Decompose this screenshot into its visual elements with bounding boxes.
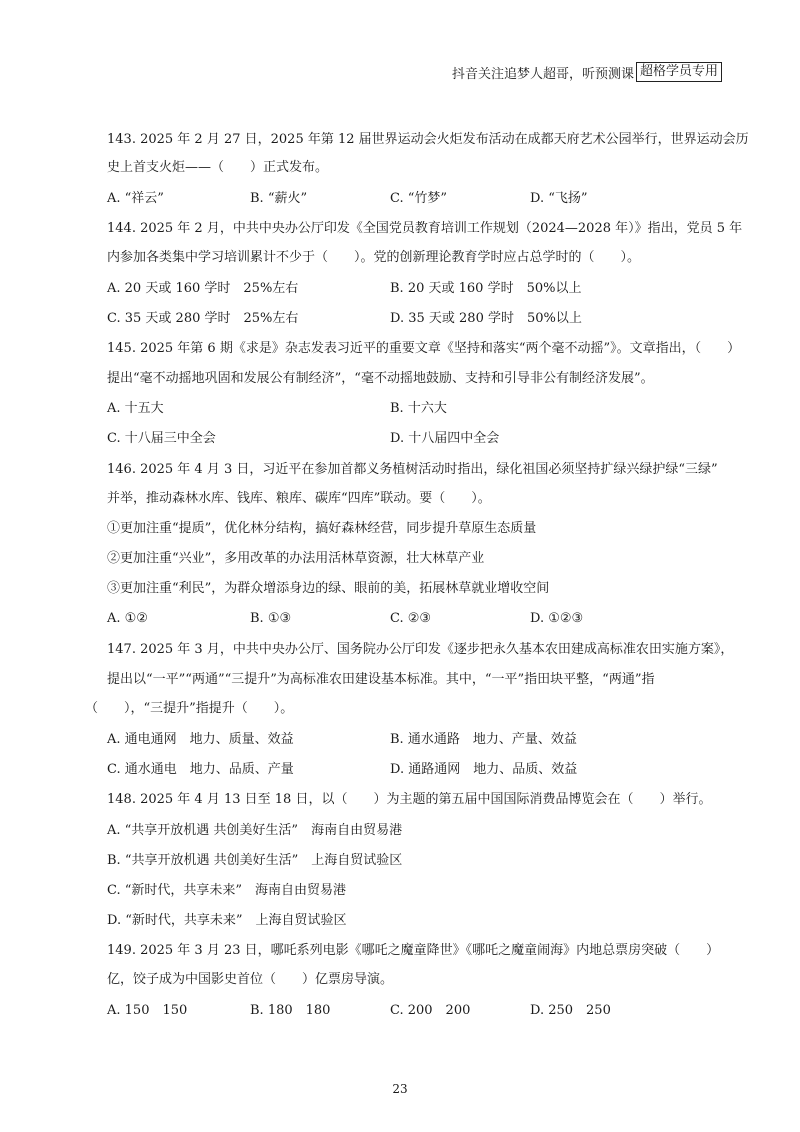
- question-144-line-1: 144. 2025 年 2 月，中共中央办公厅印发《全国党员教育培训工作规划（2024—2028 年）》指出，党员 5 年: [107, 221, 743, 236]
- question-147-line-3: （ ），“三提升”指提升（ ）。: [85, 701, 294, 716]
- option-146-d: D. ①②③: [530, 611, 584, 626]
- question-149-line-2: 亿，饺子成为中国影史首位（ ）亿票房导演。: [107, 972, 394, 987]
- question-143-line-1: 143. 2025 年 2 月 27 日，2025 年第 12 届世界运动会火炬发布活动在成都天府艺术公园举行，世界运动会历: [107, 132, 749, 147]
- option-147-a: A. 通电通网 地力、质量、效益: [107, 732, 294, 747]
- question-146-line-2: 并举，推动森林水库、钱库、粮库、碳库“四库”联动。要（ ）。: [107, 491, 491, 506]
- question-147-line-2: 提出以“一平”“两通”“三提升”为高标准农田建设基本标准。其中，“一平”指田块平整，“两通”指: [107, 672, 655, 687]
- option-147-d: D. 通路通网 地力、品质、效益: [390, 762, 578, 777]
- question-143-line-2: 史上首支火炬——（ ）正式发布。: [107, 160, 329, 175]
- option-145-d: D. 十八届四中全会: [390, 431, 500, 446]
- option-149-b: B. 180 180: [250, 1003, 331, 1018]
- question-147-line-1: 147. 2025 年 3 月，中共中央办公厅、国务院办公厅印发《逐步把永久基本农田建成高标准农田实施方案》，: [107, 642, 734, 657]
- question-146-line-1: 146. 2025 年 4 月 3 日，习近平在参加首都义务植树活动时指出，绿化祖国必须坚持扩绿兴绿护绿“三绿”: [107, 462, 718, 477]
- option-143-c: C. “竹梦”: [390, 191, 448, 206]
- option-147-b: B. 通水通路 地力、产量、效益: [390, 732, 577, 747]
- option-143-d: D. “飞扬”: [530, 191, 588, 206]
- option-144-a: A. 20 天或 160 学时 25%左右: [107, 281, 299, 296]
- option-146-c: C. ②③: [390, 611, 432, 626]
- page-header: [452, 62, 722, 82]
- option-146-b: B. ①③: [250, 611, 292, 626]
- option-147-c: C. 通水通电 地力、品质、产量: [107, 762, 294, 777]
- question-144-line-2: 内参加各类集中学习培训累计不少于（ ）。党的创新理论教育学时应占总学时的（ ）。: [107, 250, 641, 265]
- option-148-b: B. “共享开放机遇 共创美好生活” 上海自贸试验区: [107, 853, 403, 868]
- option-146-a: A. ①②: [107, 611, 148, 626]
- option-143-b: B. “薪火”: [250, 191, 308, 206]
- option-145-a: A. 十五大: [107, 401, 164, 416]
- option-148-c: C. “新时代，共享未来” 海南自由贸易港: [107, 883, 347, 898]
- header-text: 抖音关注追梦人超哥，听预测课: [451, 66, 634, 82]
- option-143-a: A. “祥云”: [107, 191, 164, 206]
- option-144-b: B. 20 天或 160 学时 50%以上: [390, 281, 582, 296]
- question-146-statement-2: ②更加注重“兴业”，多用改革的办法用活林草资源，壮大林草产业: [107, 551, 485, 566]
- option-145-b: B. 十六大: [390, 401, 447, 416]
- option-148-d: D. “新时代，共享未来” 上海自贸试验区: [107, 913, 347, 928]
- option-149-a: A. 150 150: [107, 1003, 188, 1018]
- question-145-line-1: 145. 2025 年第 6 期《求是》杂志发表习近平的重要文章《坚持和落实“两个毫不动摇”》。文章指出，（ ）: [107, 341, 741, 356]
- option-144-d: D. 35 天或 280 学时 50%以上: [390, 311, 582, 326]
- option-145-c: C. 十八届三中全会: [107, 431, 216, 446]
- question-149-line-1: 149. 2025 年 3 月 23 日，哪吒系列电影《哪吒之魔童降世》《哪吒之魔童闹海》内地总票房突破（ ）: [107, 943, 720, 958]
- option-144-c: C. 35 天或 280 学时 25%左右: [107, 311, 299, 326]
- option-148-a: A. “共享开放机遇 共创美好生活” 海南自由贸易港: [107, 823, 403, 838]
- question-146-statement-1: ①更加注重“提质”，优化林分结构，搞好森林经营，同步提升草原生态质量: [107, 521, 537, 536]
- option-149-d: D. 250 250: [530, 1003, 611, 1018]
- option-149-c: C. 200 200: [390, 1003, 471, 1018]
- question-148-line-1: 148. 2025 年 4 月 13 日至 18 日，以（ ）为主题的第五届中国国际消费品博览会在（ ）举行。: [107, 792, 712, 807]
- question-146-statement-3: ③更加注重“利民”，为群众增添身边的绿、眼前的美，拓展林草就业增收空间: [107, 581, 550, 596]
- page-number: 23: [392, 1082, 408, 1096]
- question-145-line-2: 提出“毫不动摇地巩固和发展公有制经济”，“毫不动摇地鼓励、支持和引导非公有制经济发展”。: [107, 371, 654, 386]
- header-boxed-label: 超格学员专用: [636, 62, 722, 82]
